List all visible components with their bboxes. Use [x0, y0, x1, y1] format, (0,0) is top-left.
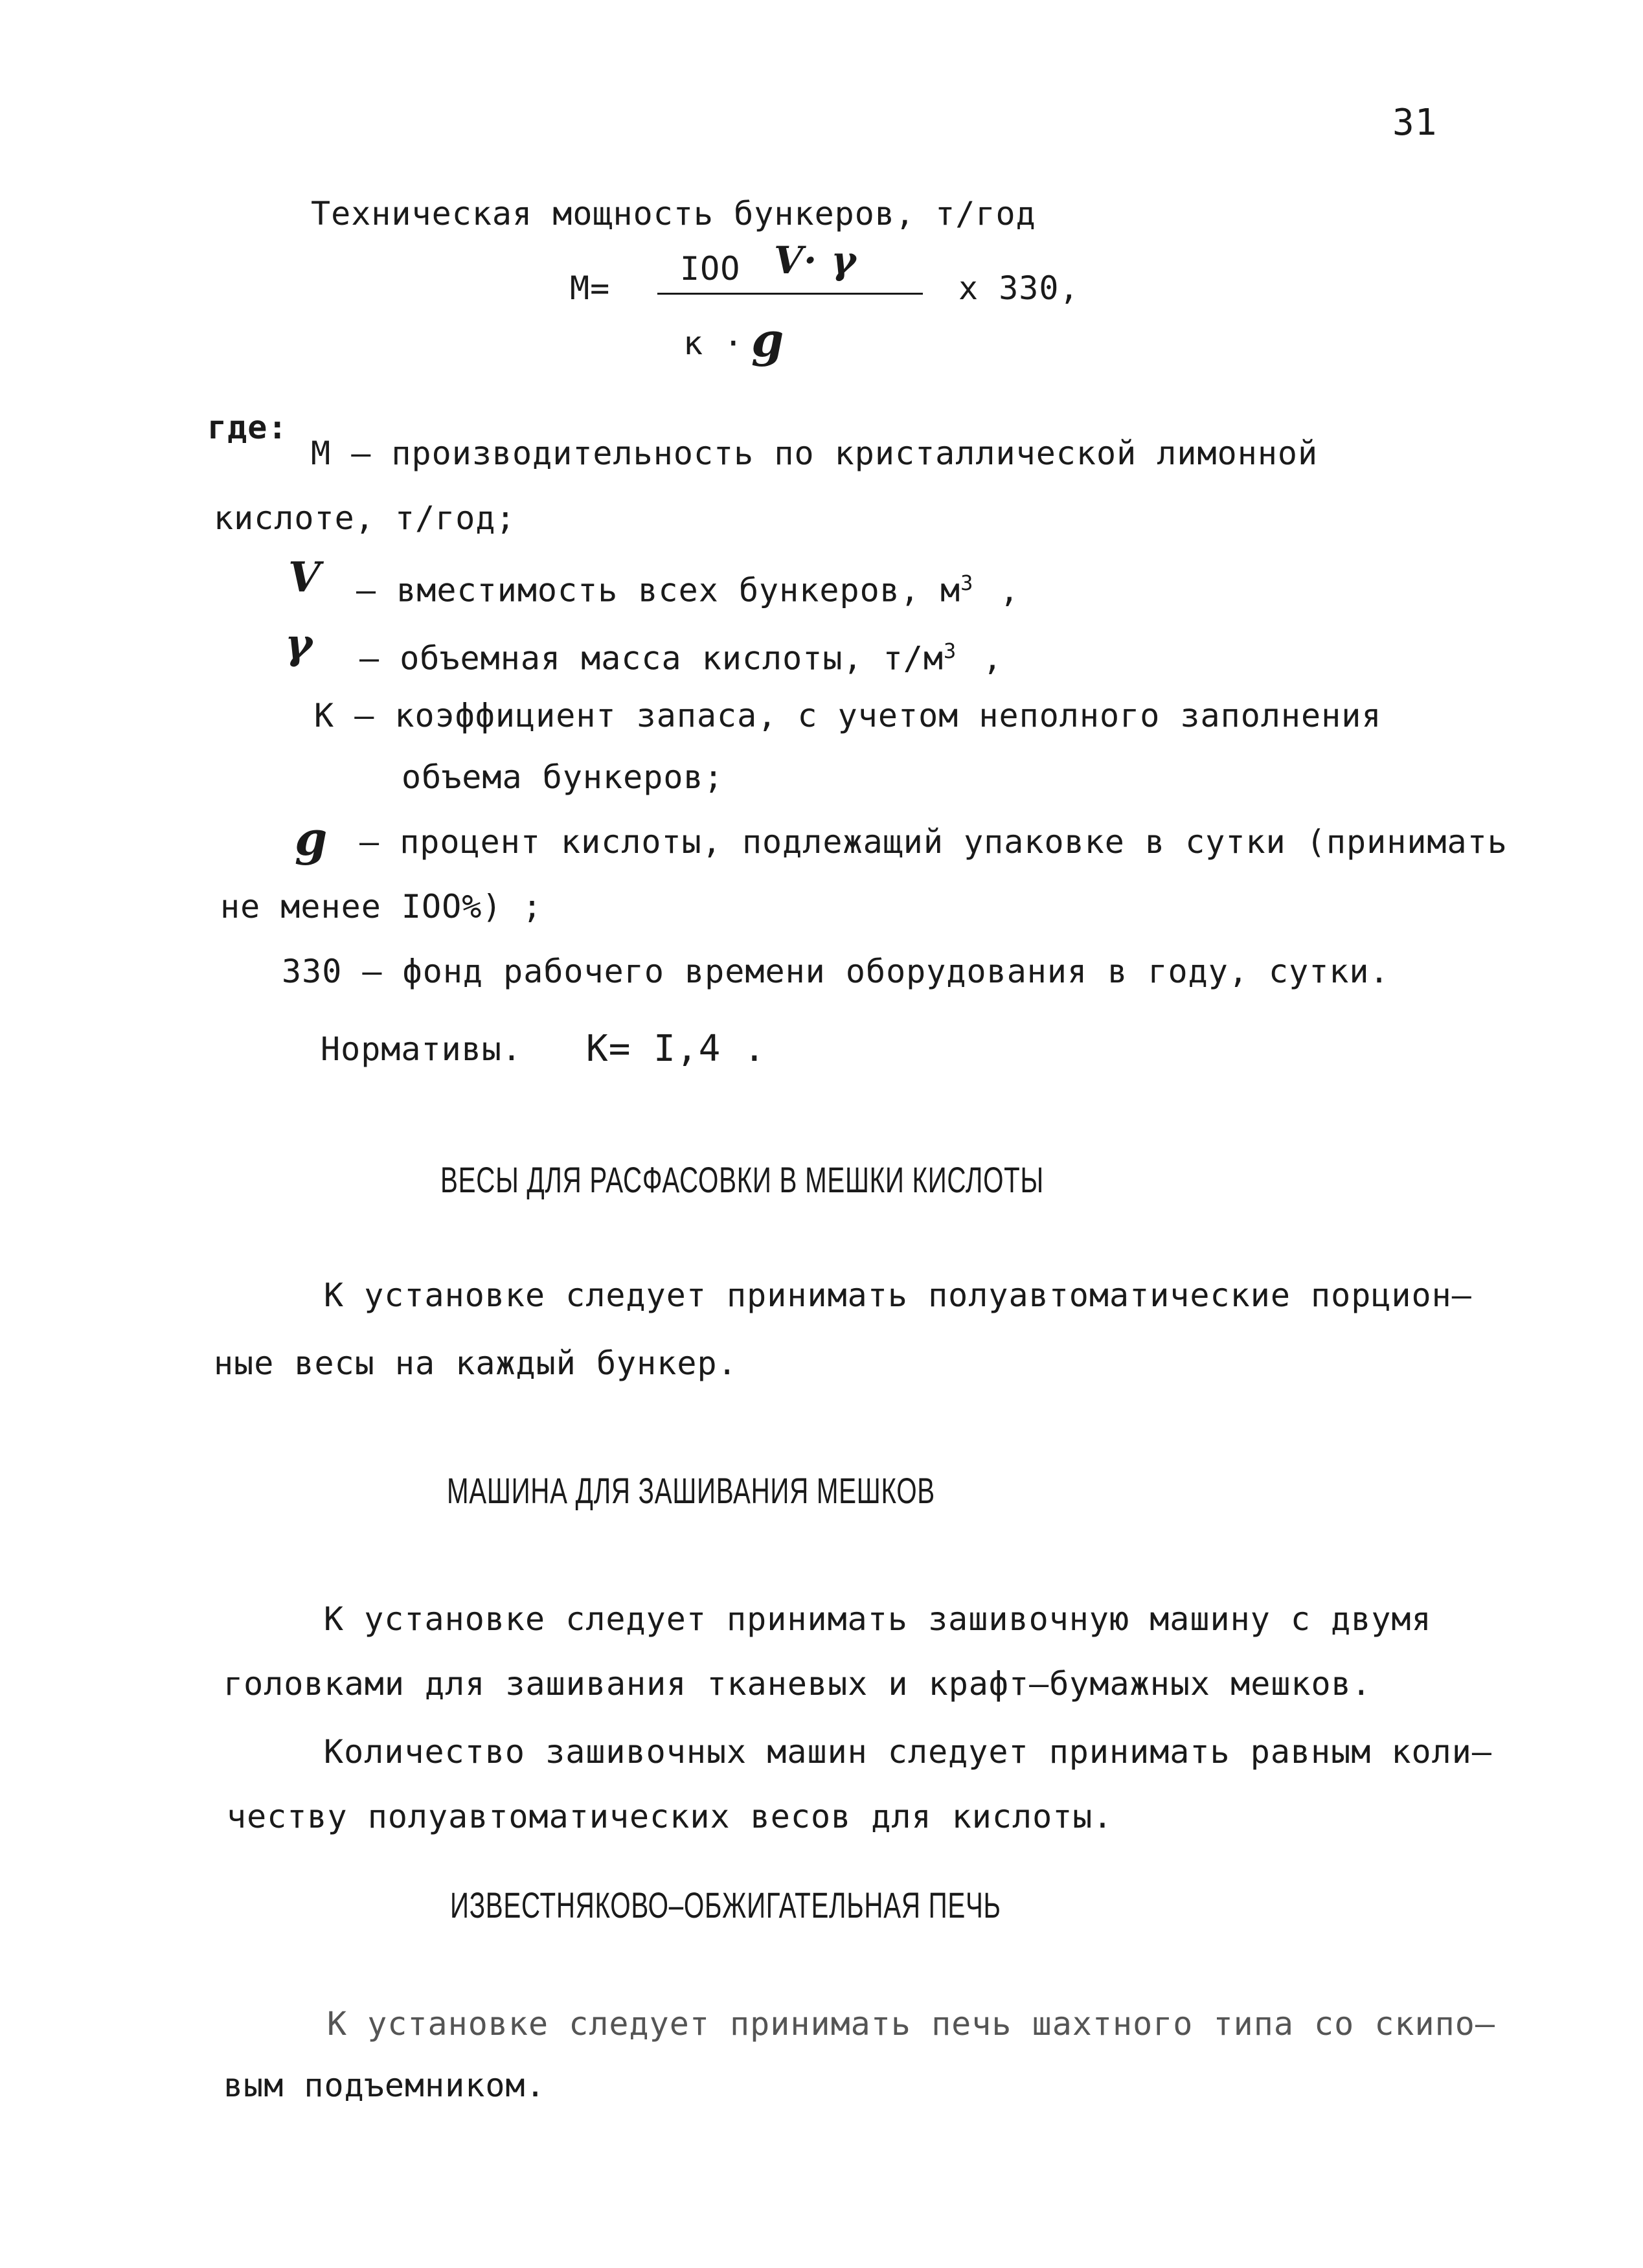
section-sewing-line1: К установке следует принимать зашивочную машину с двумя: [324, 1600, 1432, 1638]
section-heading-scales: ВЕСЫ ДЛЯ РАСФАСОВКИ В МЕШКИ КИСЛОТЫ: [440, 1159, 1044, 1200]
formula-denominator-var: g: [751, 312, 785, 367]
formula-multiplier: х 330,: [958, 269, 1080, 307]
where-label: где:: [207, 409, 288, 446]
definition-gamma: [359, 631, 1003, 678]
norms-value: К= I,4 .: [586, 1028, 766, 1070]
section-sewing-line3: Количество зашивочных машин следует принимать равным коли–: [324, 1733, 1492, 1771]
definition-g-line1: – процент кислоты, подлежащий упаковке в сутки (принимать: [359, 823, 1508, 861]
page-number: 31: [1392, 102, 1438, 144]
symbol-gamma: γ: [285, 620, 313, 668]
section-kiln-line1: К установке следует принимать печь шахтного типа со скипо–: [327, 2005, 1495, 2043]
definition-k-line2: объема бункеров;: [402, 758, 724, 796]
section-kiln-line2: вым подъемником.: [223, 2067, 546, 2104]
section-scales-line1: К установке следует принимать полуавтоматические порцион–: [324, 1276, 1472, 1314]
definition-k-line1: К – коэффициент запаса, с учетом неполного заполнения: [314, 697, 1382, 734]
definition-gamma-end: ,: [982, 639, 1003, 677]
definition-v-text: – вместимость всех бункеров, м: [356, 571, 961, 609]
section-heading-sewing-machine: МАШИНА ДЛЯ ЗАШИВАНИЯ МЕШКОВ: [447, 1470, 935, 1511]
capacity-heading: Техническая мощность бункеров, т/год: [311, 195, 1036, 232]
definition-v-end: ,: [999, 571, 1020, 609]
section-heading-kiln: ИЗВЕСТНЯКОВО–ОБЖИГАТЕЛЬНАЯ ПЕЧЬ: [450, 1885, 1001, 1925]
section-sewing-line2: головками для зашивания тканевых и крафт–бумажных мешков.: [223, 1665, 1372, 1703]
section-sewing-line4: честву полуавтоматических весов для кислоты.: [227, 1798, 1113, 1835]
symbol-g: g: [295, 811, 328, 866]
definition-330: 330 – фонд рабочего времени оборудования в году, сутки.: [282, 953, 1390, 990]
definition-gamma-exponent: 3: [943, 639, 957, 663]
definition-m-line1: М – производительность по кристаллической лимонной: [311, 435, 1319, 472]
definition-m-line2: кислоте, т/год;: [214, 499, 516, 537]
norms-label: Нормативы.: [321, 1030, 523, 1068]
section-scales-line2: ные весы на каждый бункер.: [214, 1344, 738, 1382]
formula-lhs: М=: [570, 269, 611, 307]
formula-numerator-vars: V· γ: [774, 238, 857, 282]
symbol-v: V: [288, 553, 321, 602]
formula-numerator-number: IOO: [680, 250, 741, 288]
definition-gamma-text: – объемная масса кислоты, т/м: [359, 639, 944, 677]
formula-denominator-k: к ·: [683, 324, 744, 362]
formula-fraction-bar: [657, 293, 923, 295]
definition-g-line2: не менее IOO%) ;: [220, 888, 543, 925]
definition-v: [356, 563, 1019, 610]
definition-v-exponent: 3: [960, 571, 974, 595]
